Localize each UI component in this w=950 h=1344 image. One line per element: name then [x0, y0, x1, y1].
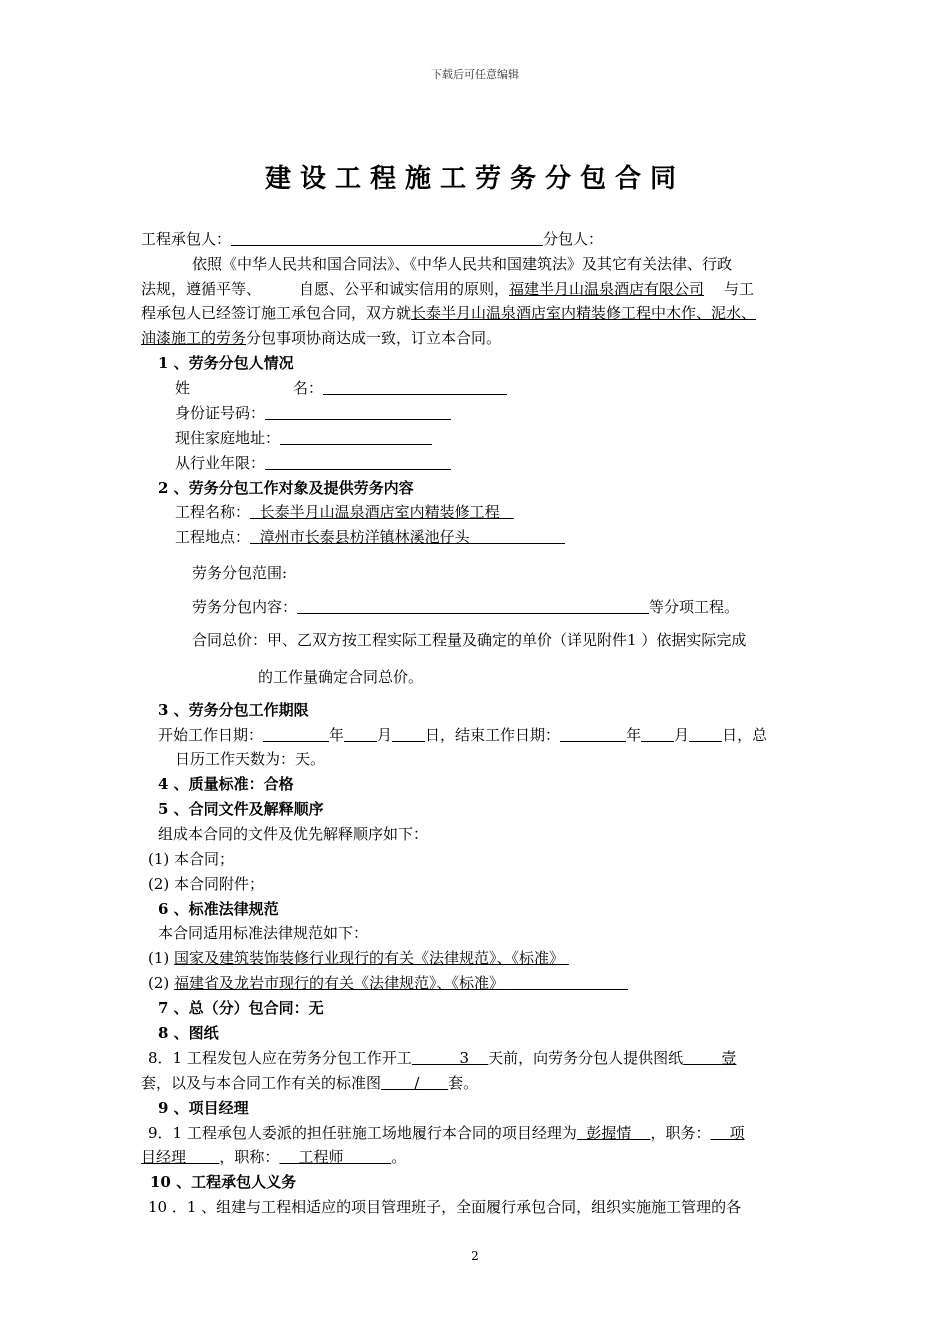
header-note: 下载后可任意编辑	[431, 68, 519, 81]
drawings-text: 套，以及与本合同工作有关的标准图	[141, 1074, 382, 1092]
standard-drawings-value: /	[414, 1074, 420, 1092]
section-3-heading: 3 、劳务分包工作期限	[158, 701, 309, 719]
start-year-blank	[263, 727, 329, 742]
drawings-text: 套。	[448, 1074, 479, 1092]
item-number: (1)	[148, 949, 170, 967]
drawings-text: 8．1 工程发包人应在劳务分包工作开工	[148, 1049, 412, 1067]
client-company: 福建半月山温泉酒店有限公司	[509, 280, 705, 298]
month-label: 月	[377, 726, 393, 744]
years-row	[175, 452, 451, 473]
address-blank	[280, 430, 432, 445]
preamble-line-1: 依照《中华人民共和国合同法》、《中华人民共和国建筑法》及其它有关法律、行政	[192, 255, 733, 273]
section-1-heading: 1 、劳务分包人情况	[158, 354, 294, 372]
section-7-heading: 7 、总（分）包合同：无	[158, 999, 324, 1017]
month-label: 月	[674, 726, 690, 744]
year-label: 年	[329, 726, 345, 744]
item-number: (2)	[148, 974, 170, 992]
project-scope-text: 长泰半月山温泉酒店室内精装修工程中木作、泥水、	[411, 304, 757, 322]
page-number: 2	[471, 1249, 479, 1263]
years-blank	[265, 455, 451, 470]
labor-scope-text: 油漆施工的劳务	[141, 329, 247, 347]
obligations-line-1: 10 ．1 、组建与工程相适应的项目管理班子，全面履行承包合同，组织实施施工管理的各	[148, 1198, 742, 1216]
end-month-blank	[641, 727, 674, 742]
provincial-standards: 福建省及龙岩市现行的有关《法律规范》、《标准》	[174, 974, 505, 992]
manager-text: 9．1 工程承包人委派的担任驻施工场地履行本合同的项目经理为	[148, 1124, 577, 1142]
section-6-item-2	[148, 972, 628, 993]
preamble-text: 自愿、公平和诚实信用的原则，	[299, 280, 510, 298]
name-label-a: 姓	[175, 379, 191, 397]
name-blank	[323, 380, 507, 395]
years-label: 从行业年限：	[175, 454, 266, 472]
preamble-text: 分包事项协商达成一致，订立本合同。	[246, 329, 502, 347]
preamble-text: 与工	[724, 280, 755, 298]
contractor-blank	[231, 231, 543, 246]
days-value: 3	[459, 1049, 470, 1067]
manager-title: 工程师	[298, 1148, 344, 1166]
section-6-heading: 6 、标准法律规范	[158, 900, 279, 918]
section-6-item-1	[148, 947, 569, 968]
end-day-blank	[689, 727, 722, 742]
scope-row: 劳务分包范围:	[192, 564, 288, 582]
price-line-2: 的工作量确定合同总价。	[258, 668, 424, 686]
preamble-text: 法规，遵循平等、	[141, 280, 262, 298]
section-6-intro: 本合同适用标准法律规范如下：	[158, 924, 369, 942]
preamble-text: 程承包人已经签订施工承包合同，双方就	[141, 304, 412, 322]
period-line-2: 日历工作天数为：天。	[175, 750, 326, 768]
subcontractor-label: 分包人：	[543, 230, 604, 248]
end-label: 日，结束工作日期：	[425, 726, 561, 744]
drawings-line-1	[148, 1047, 736, 1068]
manager-position: 项	[729, 1124, 745, 1142]
section-9-heading: 9 、项目经理	[158, 1099, 249, 1117]
contractor-label: 工程承包人：	[141, 230, 232, 248]
manager-text: ，职称：	[219, 1148, 280, 1166]
id-label: 身份证号码：	[175, 404, 266, 422]
project-name-label: 工程名称：	[175, 503, 251, 521]
price-line-1: 合同总价：甲、乙双方按工程实际工程量及确定的单价（详见附件1 ）依据实际完成	[192, 631, 747, 649]
section-8-heading: 8 、图纸	[158, 1024, 219, 1042]
preamble-line-4	[141, 327, 501, 348]
location-label: 工程地点：	[175, 528, 251, 546]
content-row	[192, 596, 739, 617]
section-10-heading: 10 、工程承包人义务	[150, 1173, 297, 1191]
start-label: 开始工作日期：	[158, 726, 264, 744]
sets-value: 壹	[721, 1049, 737, 1067]
section-4-heading: 4 、质量标准：合格	[158, 775, 294, 793]
content-blank	[297, 599, 649, 614]
preamble-line-3	[141, 302, 756, 323]
year-label: 年	[626, 726, 642, 744]
manager-name: 彭握情	[586, 1124, 632, 1142]
start-month-blank	[344, 727, 377, 742]
manager-position-cont: 目经理	[141, 1148, 187, 1166]
name-row	[175, 377, 507, 398]
manager-text: ，职务：	[650, 1124, 711, 1142]
address-row	[175, 427, 432, 448]
section-5-intro: 组成本合同的文件及优先解释顺序如下：	[158, 825, 429, 843]
drawings-text: 天前，向劳务分包人提供图纸	[488, 1049, 684, 1067]
id-blank	[265, 405, 451, 420]
name-label-b: 名：	[293, 379, 324, 397]
section-5-heading: 5 、合同文件及解释顺序	[158, 800, 324, 818]
start-day-blank	[392, 727, 425, 742]
section-2-heading: 2 、劳务分包工作对象及提供劳务内容	[158, 479, 414, 497]
document-title: 建设工程施工劳务分包合同	[264, 164, 685, 194]
project-name-row	[175, 501, 514, 522]
end-year-blank	[560, 727, 626, 742]
national-standards: 国家及建筑装饰装修行业现行的有关《法律规范》、《标准》	[174, 949, 565, 967]
address-label: 现住家庭地址：	[175, 429, 281, 447]
project-name-value: 长泰半月山温泉酒店室内精装修工程	[259, 503, 500, 521]
period-row	[158, 724, 767, 745]
section-5-item-2: (2) 本合同附件；	[148, 875, 265, 893]
location-value: 漳州市长泰县枋洋镇林溪池仔头	[259, 528, 470, 546]
location-row	[175, 526, 565, 547]
content-suffix: 等分项工程。	[649, 598, 740, 616]
section-5-item-1: (1) 本合同；	[148, 850, 235, 868]
content-label: 劳务分包内容：	[192, 598, 298, 616]
manager-line-1	[148, 1122, 745, 1143]
id-row	[175, 402, 451, 423]
manager-text: 。	[391, 1148, 407, 1166]
preamble-line-2	[141, 278, 754, 299]
day-total-label: 日，总	[722, 726, 768, 744]
parties-line	[141, 228, 603, 249]
drawings-line-2	[141, 1072, 478, 1093]
manager-line-2	[141, 1146, 406, 1167]
